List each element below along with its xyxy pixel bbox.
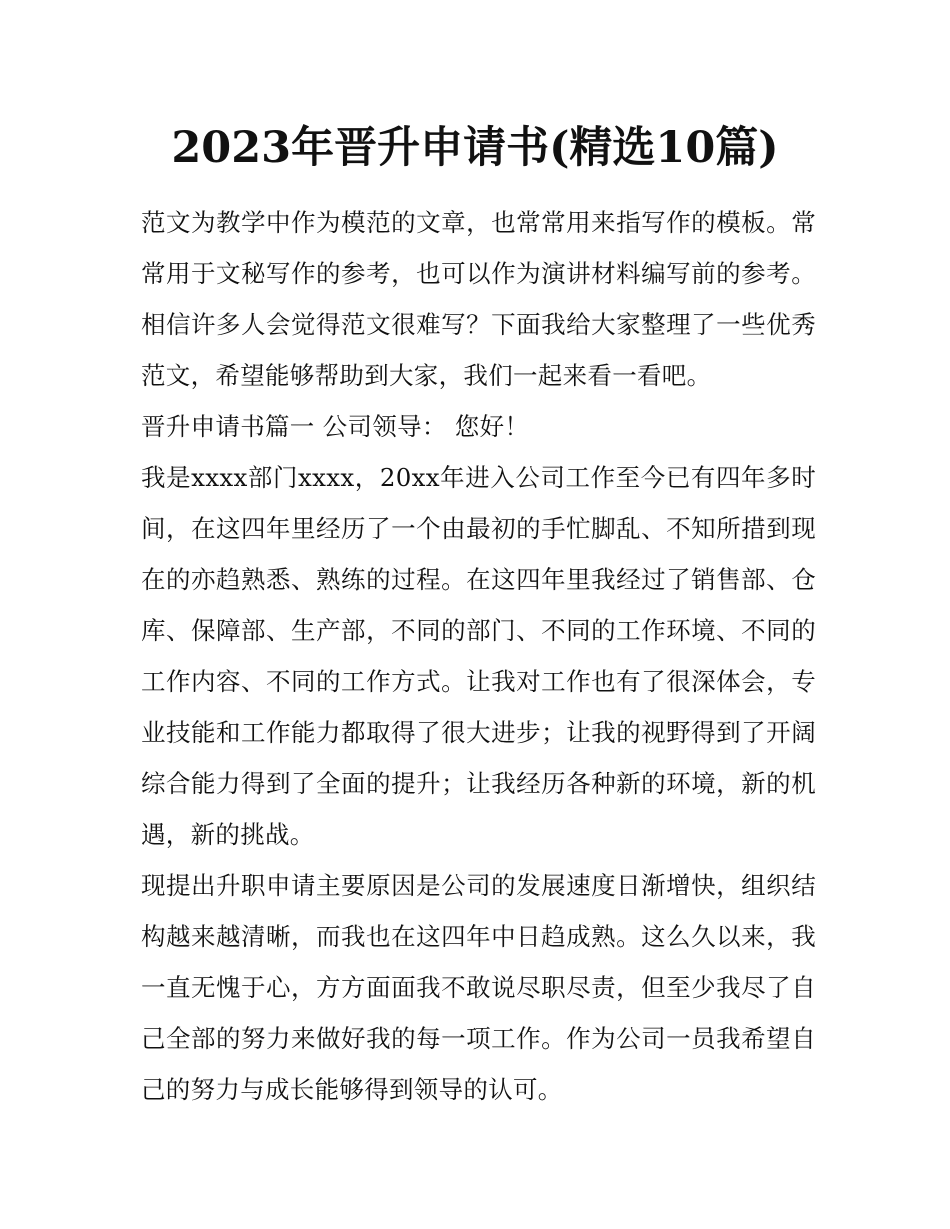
- paragraph-reason: 现提出升职申请主要原因是公司的发展速度日渐增快，组织结构越来越清晰，而我也在这四年中日趋成熟。这么久以来，我一直无愧于心，方方面面我不敢说尽职尽责，但至少我尽了自己全部的努力来做好我的每一项工作。作为公司一员我希望自己的努力与成长能够得到领导的认可。: [141, 871, 816, 1104]
- paragraph-salutation: 晋升申请书篇一 公司领导： 您好！: [141, 412, 530, 441]
- paragraph-experience: 我是xxxx部门xxxx，20xx年进入公司工作至今已有四年多时间，在这四年里经历了一个由最初的手忙脚乱、不知所措到现在的亦趋熟悉、熟练的过程。在这四年里我经过了销售部、仓库、保障部、生产部，不同的部门、不同的工作环境、不同的工作内容、不同的工作方式。让我对工作也有了很深体会，专业技能和工作能力都取得了很大进步；让我的视野得到了开阔综合能力得到了全面的提升；让我经历各种新的环境，新的机遇，新的挑战。: [141, 463, 816, 849]
- document-body: [141, 197, 816, 1115]
- document-title: 2023年晋升申请书(精选10篇): [171, 123, 779, 173]
- paragraph-intro: 范文为教学中作为模范的文章，也常常用来指写作的模板。常常用于文秘写作的参考，也可以作为演讲材料编写前的参考。相信许多人会觉得范文很难写？下面我给大家整理了一些优秀范文，希望能够帮助到大家，我们一起来看一看吧。: [141, 208, 816, 390]
